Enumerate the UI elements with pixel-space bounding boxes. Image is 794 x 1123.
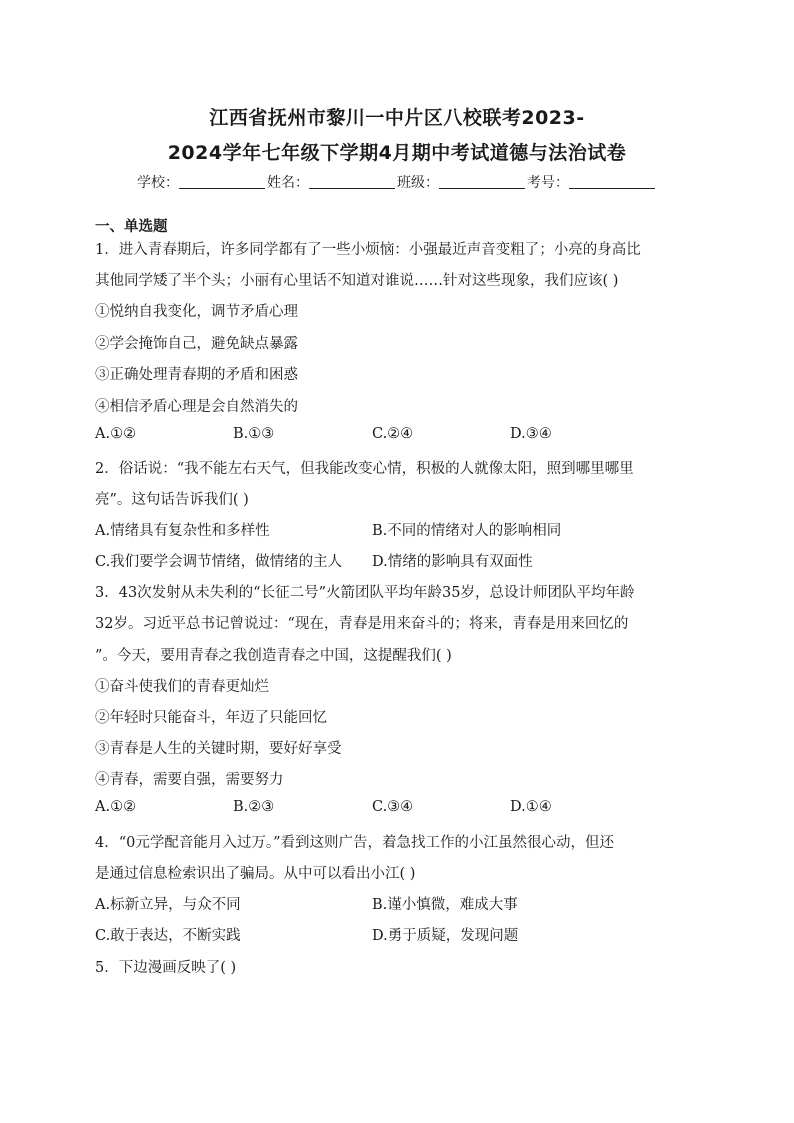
q3-option-d: D.①④ bbox=[510, 799, 552, 815]
class-blank bbox=[439, 174, 525, 189]
q1-statement-4: ④相信矛盾心理是会自然消失的 bbox=[95, 399, 298, 415]
section-heading: 一、单选题 bbox=[95, 219, 168, 235]
name-label: 姓名： bbox=[267, 175, 309, 191]
q3-option-b: B.②③ bbox=[233, 799, 275, 815]
q3-statement-2: ②年轻时只能奋斗，年迈了只能回忆 bbox=[95, 710, 327, 726]
school-blank bbox=[179, 174, 265, 189]
q4-stem-line-1: 4．“0元学配音能月入过万。”看到这则广告，着急找工作的小江虽然很心动，但还 bbox=[95, 835, 615, 851]
school-field bbox=[137, 172, 267, 192]
q3-stem-line-2: 32岁。习近平总书记曾说过：“现在，青春是用来奋斗的；将来，青春是用来回忆的 bbox=[95, 616, 629, 632]
q4-option-a: A.标新立异，与众不同 bbox=[95, 897, 241, 913]
q4-option-d: D.勇于质疑，发现问题 bbox=[372, 928, 519, 944]
q3-stem-line-1: 3．43次发射从未失利的“长征二号”火箭团队平均年龄35岁，总设计师团队平均年龄 bbox=[95, 585, 635, 601]
q4-option-b: B.谨小慎微，难成大事 bbox=[372, 897, 518, 913]
q3-statement-1: ①奋斗使我们的青春更灿烂 bbox=[95, 679, 269, 695]
q1-stem-line-2: 其他同学矮了半个头；小丽有心里话不知道对谁说……针对这些现象，我们应该( ) bbox=[95, 273, 619, 289]
q1-statement-2: ②学会掩饰自己，避免缺点暴露 bbox=[95, 336, 298, 352]
q3-option-c: C.③④ bbox=[372, 799, 414, 815]
q2-stem-line-1: 2．俗话说：“我不能左右天气，但我能改变心情，积极的人就像太阳，照到哪里哪里 bbox=[95, 461, 634, 477]
q2-option-b: B.不同的情绪对人的影响相同 bbox=[372, 523, 562, 539]
class-label: 班级： bbox=[397, 175, 439, 191]
q1-stem-line-1: 1．进入青春期后，许多同学都有了一些小烦恼：小强最近声音变粗了；小亮的身高比 bbox=[95, 242, 641, 258]
q4-stem-line-2: 是通过信息检索识出了骗局。从中可以看出小江( ) bbox=[95, 866, 416, 882]
q3-statement-3: ③青春是人生的关键时期，要好好享受 bbox=[95, 741, 342, 757]
q1-option-c: C.②④ bbox=[372, 426, 414, 442]
exam-number-label: 考号： bbox=[527, 175, 569, 191]
q5-stem-line-1: 5．下边漫画反映了( ) bbox=[95, 960, 237, 976]
exam-number-blank bbox=[569, 174, 655, 189]
student-info-row bbox=[0, 172, 794, 192]
q4-option-c: C.敢于表达，不断实践 bbox=[95, 928, 241, 944]
class-field bbox=[397, 172, 527, 192]
q2-option-a: A.情绪具有复杂性和多样性 bbox=[95, 523, 270, 539]
q3-statement-4: ④青春，需要自强，需要努力 bbox=[95, 772, 284, 788]
q3-stem-line-3: ”。今天，要用青春之我创造青春之中国，这提醒我们( ) bbox=[95, 648, 452, 664]
q1-statement-1: ①悦纳自我变化，调节矛盾心理 bbox=[95, 304, 298, 320]
school-label: 学校： bbox=[137, 175, 179, 191]
q2-option-d: D.情绪的影响具有双面性 bbox=[372, 554, 533, 570]
q1-option-d: D.③④ bbox=[510, 426, 552, 442]
q1-statement-3: ③正确处理青春期的矛盾和困惑 bbox=[95, 367, 298, 383]
exam-title-line-1: 江西省抚州市黎川一中片区八校联考2023- bbox=[209, 107, 585, 129]
exam-number-field bbox=[527, 172, 657, 192]
q2-option-c: C.我们要学会调节情绪，做情绪的主人 bbox=[95, 554, 343, 570]
q1-option-a: A.①② bbox=[95, 426, 137, 442]
name-field bbox=[267, 172, 397, 192]
q2-stem-line-2: 亮”。这句话告诉我们( ) bbox=[95, 492, 249, 508]
name-blank bbox=[309, 174, 395, 189]
q3-option-a: A.①② bbox=[95, 799, 137, 815]
exam-title-line-2: 2024学年七年级下学期4月期中考试道德与法治试卷 bbox=[167, 142, 627, 164]
q1-option-b: B.①③ bbox=[233, 426, 275, 442]
